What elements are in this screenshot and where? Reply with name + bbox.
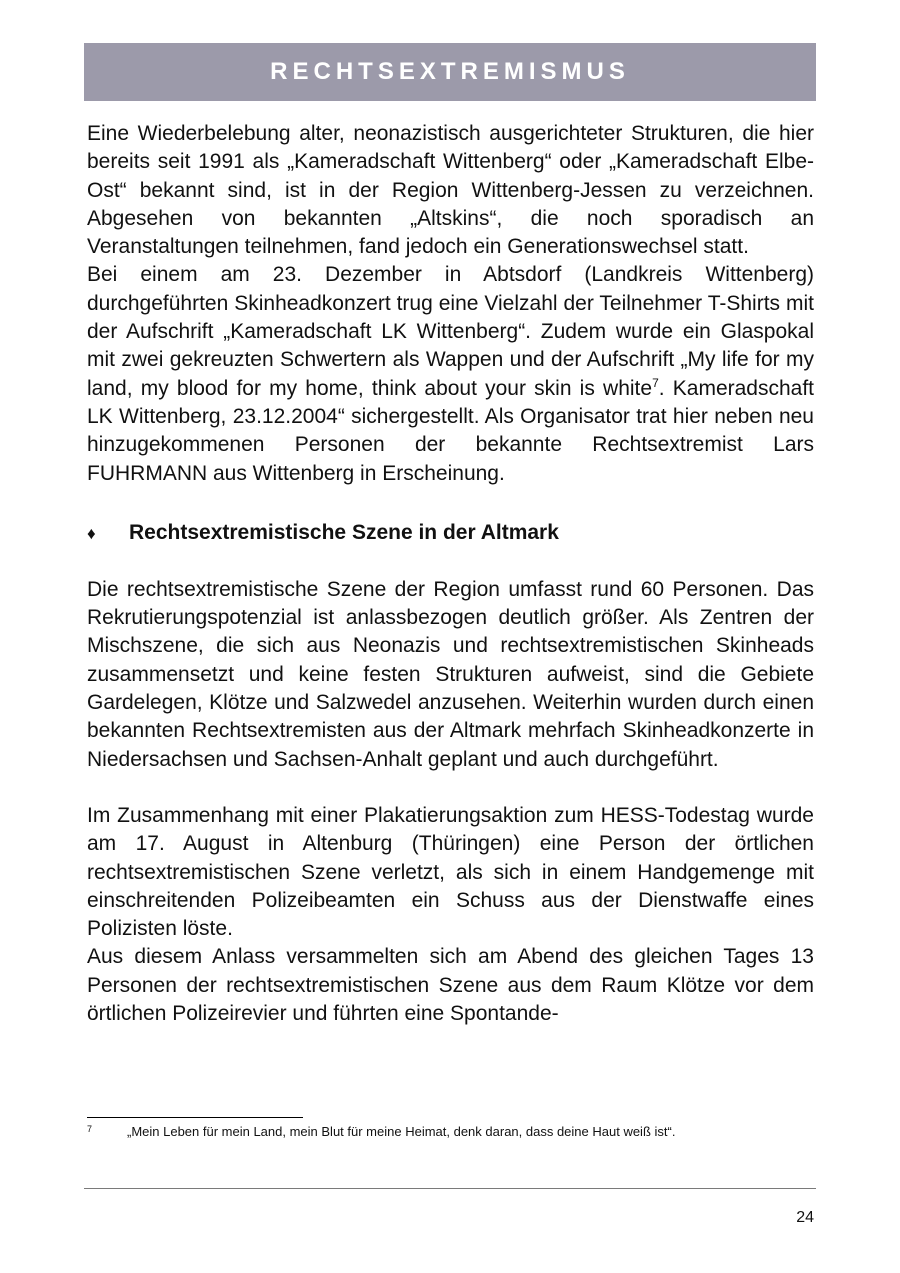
paragraph-3: Die rechtsextremistische Szene der Region umfasst rund 60 Personen. Das Rekrutierungspotenzial ist anlassbezogen deutlich größer. Als Zentren der Mischszene, die sich aus Neonazis und rechtsextremistischen Skinheads zusammensetzt und keine festen Strukturen aufweist, sind die Gebiete Gardelegen, Klötze und Salzwedel anzusehen. Weiterhin wurden durch einen bekannten Rechtsextremisten aus der Altmark mehrfach Skinheadkonzerte in Niedersachsen und Sachsen-Anhalt geplant und auch durchgeführt. — [87, 577, 814, 771]
diamond-bullet-icon: ♦ — [87, 523, 96, 543]
footer-divider — [84, 1188, 816, 1189]
paragraph-4: Im Zusammenhang mit einer Plakatierungsaktion zum HESS-Todestag wurde am 17. August in Altenburg (Thüringen) eine Person der örtlichen rechtsextremistischen Szene verletzt, als sich in einem Handgemenge mit einschreitenden Polizeibeamten ein Schuss aus der Dienstwaffe eines Polizisten löste. — [87, 803, 814, 941]
footnote-text: „Mein Leben für mein Land, mein Blut für meine Heimat, denk daran, dass deine Haut weiß ist“. — [127, 1124, 676, 1139]
footnote — [87, 1123, 814, 1141]
spacer — [87, 548, 814, 576]
section-heading-text: Rechtsextremistische Szene in der Altmark — [129, 520, 559, 544]
paragraph-2-text-before: Bei einem am 23. Dezember in Abtsdorf (Landkreis Wittenberg) durchgeführten Skinheadkonzert trug eine Vielzahl der Teilnehmer T-Shirts mit der Aufschrift „Kameradschaft LK Wittenberg“. Zudem wurde ein Glaspokal mit zwei gekreuzten Schwertern als Wappen und der Aufschrift „My life for my land, my blood for my home, think about your skin is white — [87, 263, 814, 400]
paragraph-5: Aus diesem Anlass versammelten sich am Abend des gleichen Tages 13 Personen der rechtsextremistischen Szene aus dem Raum Klötze vor dem örtlichen Polizeirevier und führten eine Spontande- — [87, 945, 814, 1026]
footnote-divider — [87, 1117, 303, 1118]
page-header-title: RECHTSEXTREMISMUS — [270, 58, 630, 85]
paragraph-2 — [87, 261, 814, 487]
section-heading — [87, 519, 814, 548]
header-band — [84, 43, 816, 101]
paragraph-2-text-after: . Kameradschaft LK Wittenberg, 23.12.2004“ sichergestellt. Als Organisator trat hier neben neu hinzugekommenen Personen der bekannte Rechtsextremist Lars FUHRMANN aus Wittenberg in Erscheinung. — [87, 376, 815, 485]
main-text — [87, 120, 814, 1028]
footnote-reference: 7 — [652, 375, 659, 390]
footnote-number: 7 — [87, 1124, 93, 1134]
spacer — [87, 774, 814, 802]
page-number: 24 — [796, 1209, 814, 1226]
paragraph-1: Eine Wiederbelebung alter, neonazistisch ausgerichteter Strukturen, die hier bereits seit 1991 als „Kameradschaft Wittenberg“ oder „Kameradschaft Elbe-Ost“ bekannt sind, ist in der Region Wittenberg-Jessen zu verzeichnen. Abgesehen von bekannten „Altskins“, die noch sporadisch an Veranstaltungen teilnehmen, fand jedoch ein Generationswechsel statt. — [87, 122, 814, 259]
